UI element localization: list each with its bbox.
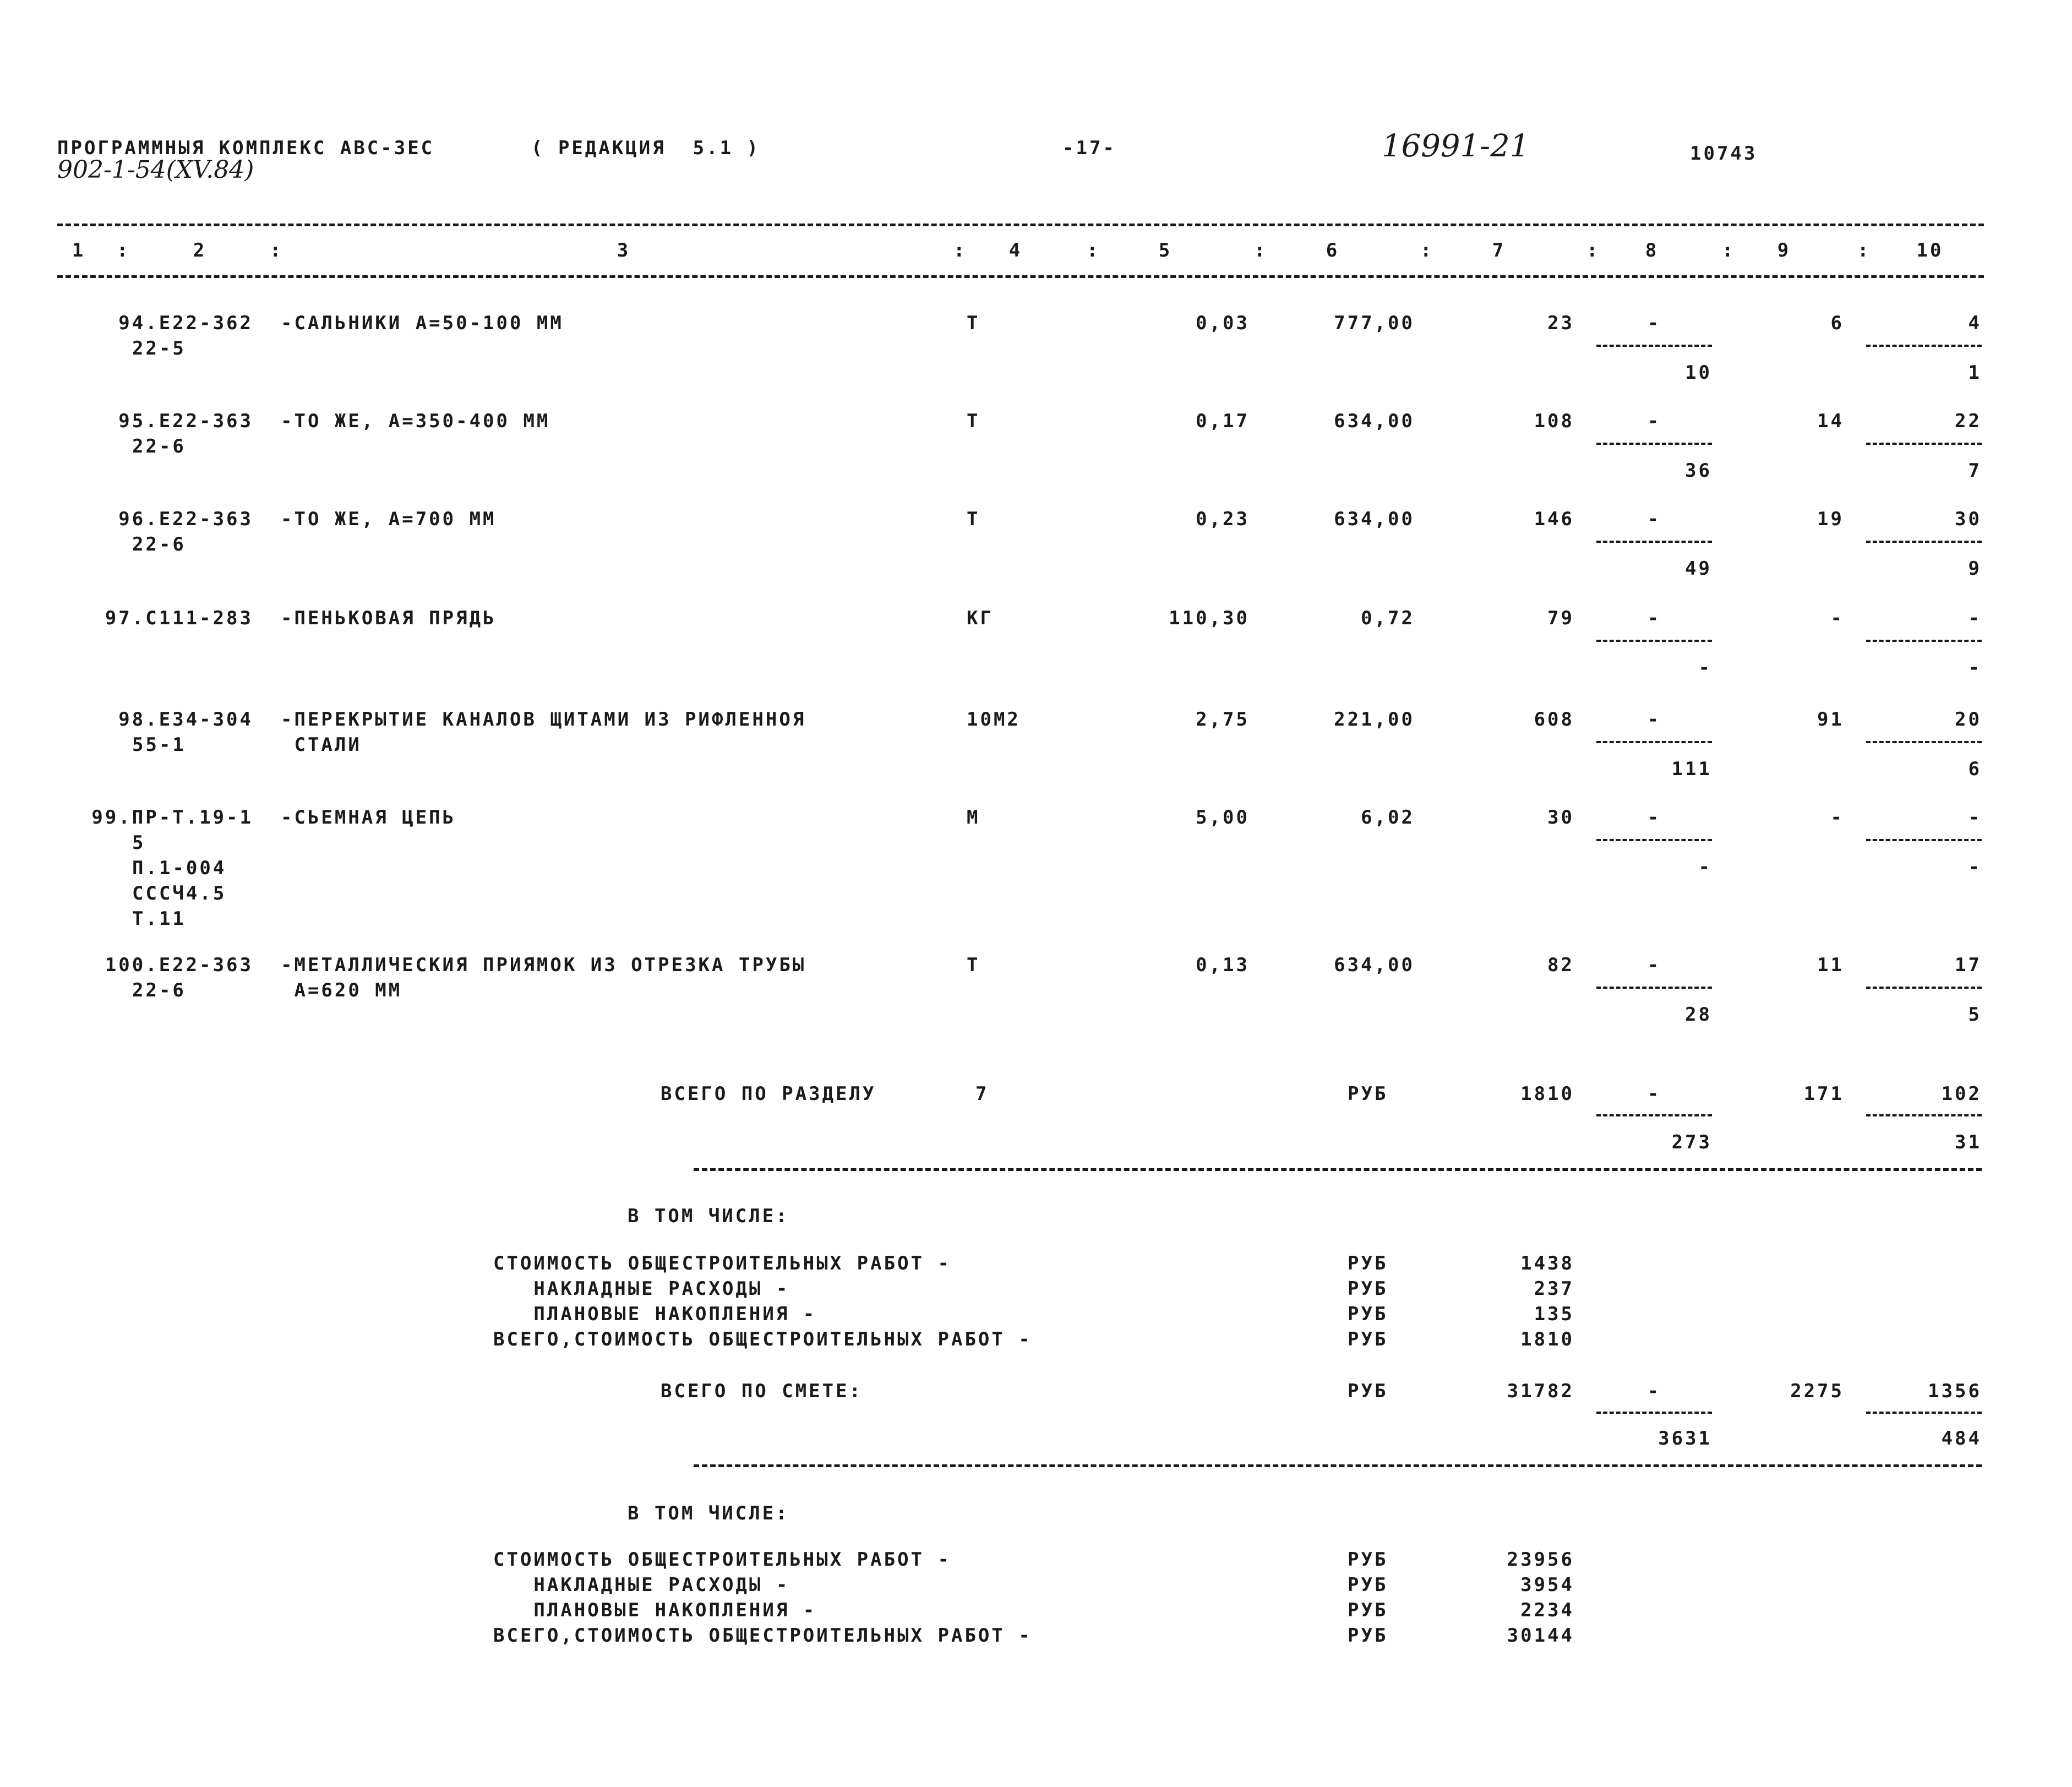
item-col8-rule (1596, 839, 1712, 841)
estimate-breakdown-label: НАКЛАДНЫЕ РАСХОДЫ - (493, 1574, 790, 1596)
section-total-col10-rule (1866, 1114, 1982, 1116)
estimate-total-col8-rule (1596, 1412, 1712, 1414)
item-quantity: 2,75 (1196, 709, 1250, 731)
item-col10-top: 20 (1955, 709, 1982, 731)
section-breakdown-value: 1438 (1520, 1252, 1574, 1274)
item-col10-bottom: 5 (1968, 1004, 1982, 1026)
section-breakdown-unit: РУБ (1348, 1328, 1388, 1350)
item-col9: 14 (1817, 410, 1844, 432)
item-number: 95.Е22-363 (118, 410, 253, 432)
estimate-total-rule (694, 1464, 1982, 1467)
col-header-1: 1 (72, 239, 86, 261)
page-number: -17- (1062, 137, 1116, 159)
estimate-breakdown-value: 30144 (1507, 1625, 1574, 1647)
header-top-rule (57, 224, 1984, 226)
item-number: 100.Е22-363 (105, 954, 253, 976)
col-header-10: 10 (1916, 239, 1944, 261)
item-quantity: 0,13 (1196, 954, 1250, 976)
item-col8-bottom: 36 (1685, 460, 1712, 482)
item-col9: - (1830, 607, 1844, 629)
estimate-breakdown-label: ПЛАНОВЫЕ НАКОПЛЕНИЯ - (493, 1599, 817, 1621)
item-col10-rule (1866, 741, 1982, 743)
item-col8-top: - (1647, 312, 1661, 334)
col-separator: : (117, 239, 130, 261)
col-separator: : (1857, 239, 1871, 261)
program-title: ПРОГРАММНЫЯ КОМПЛЕКС АВС-ЗЕС (57, 137, 435, 159)
item-col10-bottom: 9 (1968, 558, 1982, 580)
section-total-label: ВСЕГО ПО РАЗДЕЛУ (661, 1083, 876, 1105)
section-total-col9: 171 (1803, 1083, 1844, 1105)
section-breakdown-unit: РУБ (1348, 1252, 1388, 1274)
item-col10-top: - (1968, 607, 1982, 629)
edition-label: ( РЕДАКЦИЯ 5.1 ) (531, 137, 760, 159)
estimate-total-col8-bottom: 3631 (1658, 1428, 1712, 1450)
item-col10-bottom: 1 (1968, 362, 1982, 384)
item-col10-top: - (1968, 807, 1982, 829)
estimate-total-col10-bottom: 484 (1941, 1428, 1982, 1450)
item-name-line: СТАЛИ (281, 734, 362, 756)
estimate-total-col7: 31782 (1507, 1380, 1574, 1402)
item-col8-top: - (1647, 954, 1661, 976)
col-header-3: 3 (617, 239, 631, 261)
item-col8-top: - (1647, 709, 1661, 731)
item-code-line: СССЧ4.5 (132, 882, 227, 905)
section-total-col10-top: 102 (1941, 1083, 1982, 1105)
section-breakdown-label: НАКЛАДНЫЕ РАСХОДЫ - (493, 1278, 790, 1300)
item-code-line: П.1-004 (132, 857, 227, 879)
item-col8-bottom: - (1698, 657, 1712, 679)
col-separator: : (1586, 239, 1600, 261)
estimate-total-col9: 2275 (1790, 1380, 1844, 1402)
estimate-breakdown-unit: РУБ (1348, 1549, 1388, 1571)
section-breakdown-unit: РУБ (1348, 1303, 1388, 1325)
col-separator: : (1420, 239, 1434, 261)
item-col10-rule (1866, 443, 1982, 445)
estimate-breakdown-value: 3954 (1520, 1574, 1574, 1596)
item-unit: Т (967, 508, 980, 530)
estimate-total-col8-top: - (1647, 1380, 1661, 1402)
item-col8-rule (1596, 640, 1712, 642)
item-number: 94.Е22-362 (118, 312, 253, 334)
project-code: 902-1-54(XV.84) (57, 156, 254, 184)
item-quantity: 110,30 (1169, 607, 1250, 629)
item-col10-rule (1866, 640, 1982, 642)
item-col9: 91 (1817, 709, 1844, 731)
item-total: 608 (1534, 709, 1574, 731)
item-unit-price: 634,00 (1334, 410, 1415, 432)
item-unit-price: 634,00 (1334, 954, 1415, 976)
document-code: 10743 (1690, 143, 1758, 165)
section-breakdown-label: ПЛАНОВЫЕ НАКОПЛЕНИЯ - (493, 1303, 817, 1325)
item-col10-rule (1866, 541, 1982, 543)
item-total: 82 (1547, 954, 1574, 976)
item-col10-bottom: - (1968, 657, 1982, 679)
item-number: 96.Е22-363 (118, 508, 253, 530)
item-unit: М (967, 807, 980, 829)
item-col8-top: - (1647, 607, 1661, 629)
section-number: 7 (975, 1083, 989, 1105)
col-header-2: 2 (193, 239, 207, 261)
section-breakdown-unit: РУБ (1348, 1278, 1388, 1300)
item-col8-top: - (1647, 807, 1661, 829)
item-name-line: -ПЕНЬКОВАЯ ПРЯДЬ (281, 607, 497, 629)
col-header-5: 5 (1158, 239, 1173, 261)
item-name-line: -ТО ЖЕ, А=700 ММ (281, 508, 497, 530)
item-col10-bottom: - (1968, 856, 1982, 878)
section-total-col8-bottom: 273 (1671, 1131, 1712, 1153)
item-col8-top: - (1647, 410, 1661, 432)
estimate-breakdown-unit: РУБ (1348, 1625, 1388, 1647)
item-code-line: 22-6 (132, 435, 186, 457)
col-header-8: 8 (1645, 239, 1659, 261)
col-separator: : (953, 239, 967, 261)
item-number: 98.Е34-304 (118, 709, 253, 731)
item-col9: 19 (1817, 508, 1844, 530)
item-col8-rule (1596, 987, 1712, 989)
estimate-total-unit: РУБ (1348, 1380, 1388, 1402)
item-col8-bottom: 49 (1685, 558, 1712, 580)
estimate-breakdown-unit: РУБ (1348, 1599, 1388, 1621)
item-code-line: Т.11 (132, 908, 186, 930)
item-unit-price: 777,00 (1334, 312, 1415, 334)
item-name-line: -ТО ЖЕ, А=350-400 ММ (281, 410, 550, 432)
item-name-line: -ПЕРЕКРЫТИЕ КАНАЛОВ ЩИТАМИ ИЗ РИФЛЕННОЯ (281, 709, 806, 731)
section-total-col10-bottom: 31 (1955, 1131, 1982, 1153)
item-col8-bottom: 111 (1671, 758, 1712, 780)
item-col8-bottom: 28 (1685, 1004, 1712, 1026)
item-quantity: 5,00 (1196, 807, 1250, 829)
section-total-col8-top: - (1647, 1083, 1661, 1105)
section-breakdown-value: 237 (1534, 1278, 1574, 1300)
estimate-breakdown-value: 2234 (1520, 1599, 1574, 1621)
item-unit: Т (967, 312, 980, 334)
item-unit: 10М2 (967, 709, 1021, 731)
col-separator: : (270, 239, 283, 261)
item-col8-rule (1596, 541, 1712, 543)
item-col10-top: 17 (1955, 954, 1982, 976)
item-total: 146 (1534, 508, 1574, 530)
item-unit-price: 0,72 (1361, 607, 1415, 629)
col-header-9: 9 (1777, 239, 1791, 261)
item-unit: Т (967, 954, 980, 976)
item-col10-top: 22 (1955, 410, 1982, 432)
estimate-total-label: ВСЕГО ПО СМЕТЕ: (661, 1380, 863, 1402)
document-number: 16991-21 (1382, 128, 1530, 164)
item-number: 97.С111-283 (105, 607, 253, 629)
item-total: 79 (1547, 607, 1574, 629)
item-quantity: 0,23 (1196, 508, 1250, 530)
item-name-line: -МЕТАЛЛИЧЕСКИЯ ПРИЯМОК ИЗ ОТРЕЗКА ТРУБЫ (281, 954, 806, 976)
item-total: 108 (1534, 410, 1574, 432)
item-quantity: 0,17 (1196, 410, 1250, 432)
section-total-rule (694, 1168, 1982, 1171)
estimate-breakdown-title: В ТОМ ЧИСЛЕ: (628, 1502, 789, 1524)
col-separator: : (1087, 239, 1100, 261)
section-total-col7: 1810 (1520, 1083, 1574, 1105)
item-col8-rule (1596, 741, 1712, 743)
item-code-line: 22-6 (132, 533, 186, 555)
item-col8-rule (1596, 345, 1712, 347)
item-col8-rule (1596, 443, 1712, 445)
item-number: 99.ПР-Т.19-1 (91, 807, 253, 829)
item-name-line: -СЬЕМНАЯ ЦЕПЬ (281, 807, 456, 829)
item-unit: Т (967, 410, 980, 432)
item-unit-price: 634,00 (1334, 508, 1415, 530)
estimate-total-col10-rule (1866, 1412, 1982, 1414)
item-code-line: 22-5 (132, 337, 186, 359)
item-col8-bottom: 10 (1685, 362, 1712, 384)
item-code-line: 22-6 (132, 979, 186, 1001)
col-header-7: 7 (1492, 239, 1506, 261)
section-breakdown-value: 1810 (1520, 1328, 1574, 1350)
col-separator: : (1722, 239, 1736, 261)
section-total-col8-rule (1596, 1114, 1712, 1116)
estimate-breakdown-unit: РУБ (1348, 1574, 1388, 1596)
section-breakdown-value: 135 (1534, 1303, 1574, 1325)
item-unit: КГ (967, 607, 994, 629)
item-name-line: -САЛЬНИКИ А=50-100 ММ (281, 312, 564, 334)
item-col9: 11 (1817, 954, 1844, 976)
item-total: 23 (1547, 312, 1574, 334)
item-total: 30 (1547, 807, 1574, 829)
estimate-breakdown-value: 23956 (1507, 1549, 1574, 1571)
section-breakdown-title: В ТОМ ЧИСЛЕ: (628, 1205, 789, 1227)
estimate-breakdown-label: СТОИМОСТЬ ОБЩЕСТРОИТЕЛЬНЫХ РАБОТ - (493, 1549, 951, 1571)
item-unit-price: 6,02 (1361, 807, 1415, 829)
section-breakdown-label: ВСЕГО,СТОИМОСТЬ ОБЩЕСТРОИТЕЛЬНЫХ РАБОТ - (493, 1328, 1032, 1350)
item-col10-top: 30 (1955, 508, 1982, 530)
item-unit-price: 221,00 (1334, 709, 1415, 731)
item-col9: 6 (1830, 312, 1844, 334)
item-col10-top: 4 (1968, 312, 1982, 334)
item-col10-rule (1866, 839, 1982, 841)
item-col9: - (1830, 807, 1844, 829)
col-separator: : (1254, 239, 1268, 261)
col-header-4: 4 (1008, 239, 1023, 261)
item-col8-top: - (1647, 508, 1661, 530)
estimate-total-col10-top: 1356 (1928, 1380, 1982, 1402)
column-header-row (0, 238, 2072, 263)
col-header-6: 6 (1326, 239, 1340, 261)
item-col10-bottom: 6 (1968, 758, 1982, 780)
estimate-breakdown-label: ВСЕГО,СТОИМОСТЬ ОБЩЕСТРОИТЕЛЬНЫХ РАБОТ - (493, 1625, 1032, 1647)
item-name-line: А=620 ММ (281, 979, 402, 1001)
item-code-line: 55-1 (132, 734, 186, 756)
item-col10-bottom: 7 (1968, 460, 1982, 482)
item-col8-bottom: - (1698, 856, 1712, 878)
item-col10-rule (1866, 987, 1982, 989)
header-bottom-rule (57, 275, 1984, 278)
item-code-line: 5 (132, 832, 146, 854)
section-total-unit: РУБ (1348, 1083, 1388, 1105)
section-breakdown-label: СТОИМОСТЬ ОБЩЕСТРОИТЕЛЬНЫХ РАБОТ - (493, 1252, 951, 1274)
item-quantity: 0,03 (1196, 312, 1250, 334)
item-col10-rule (1866, 345, 1982, 347)
